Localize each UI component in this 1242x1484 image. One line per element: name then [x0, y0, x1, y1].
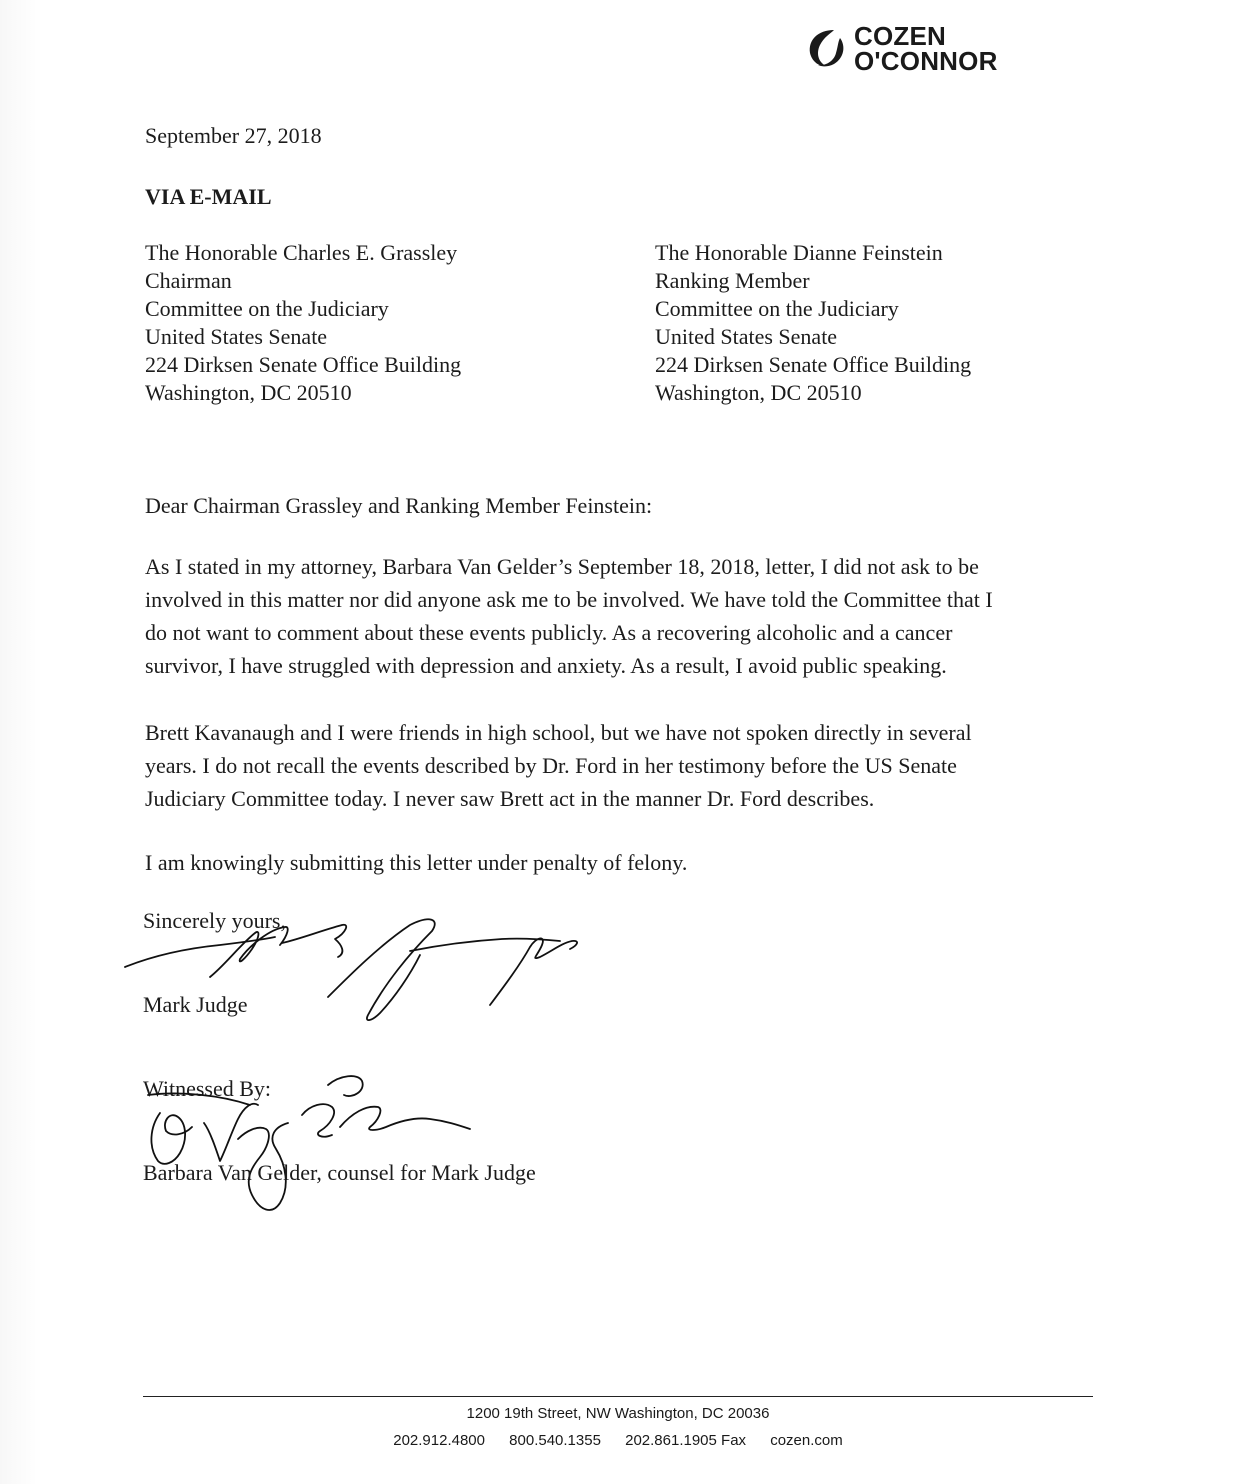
- paragraph-line: years. I do not recall the events described by Dr. Ford in her testimony before the US Senate: [145, 753, 957, 778]
- recipient-line: United States Senate: [145, 324, 328, 349]
- recipient-line: 224 Dirksen Senate Office Building: [145, 352, 462, 377]
- paragraph-line: do not want to comment about these events publicly. As a recovering alcoholic and a cancer: [145, 620, 953, 645]
- footer-toll-free: 800.540.1355: [509, 1432, 601, 1449]
- body-paragraph-2: [145, 716, 972, 815]
- counsel-line: Barbara Van Gelder, counsel for Mark Judge: [143, 1160, 536, 1185]
- footer-website[interactable]: cozen.com: [770, 1432, 843, 1449]
- recipient-block-feinstein: [655, 239, 971, 407]
- paragraph-line: Brett Kavanaugh and I were friends in high school, but we have not spoken directly in several: [145, 720, 972, 745]
- closing: Sincerely yours,: [143, 908, 286, 933]
- footer-phone: 202.912.4800: [393, 1432, 485, 1449]
- recipient-line: Ranking Member: [655, 268, 810, 293]
- cozen-swoosh-icon: [804, 26, 848, 70]
- witness-label: Witnessed By:: [143, 1076, 272, 1101]
- footer-address: 1200 19th Street, NW Washington, DC 20036: [466, 1405, 770, 1422]
- recipient-line: Washington, DC 20510: [655, 380, 862, 405]
- recipient-line: Chairman: [145, 268, 232, 293]
- body-paragraph-1: [145, 550, 993, 682]
- footer-fax: 202.861.1905 Fax: [625, 1432, 747, 1449]
- recipient-line: Committee on the Judiciary: [145, 296, 389, 321]
- recipient-line: United States Senate: [655, 324, 838, 349]
- letter-date: September 27, 2018: [145, 123, 322, 148]
- salutation: Dear Chairman Grassley and Ranking Member Feinstein:: [145, 493, 653, 518]
- company-logo: [804, 22, 1024, 82]
- footer-contacts: [143, 1432, 1093, 1449]
- paragraph-line: Judiciary Committee today. I never saw Brett act in the manner Dr. Ford describes.: [145, 786, 875, 811]
- signer-name: Mark Judge: [143, 992, 248, 1017]
- recipient-line: Washington, DC 20510: [145, 380, 352, 405]
- paragraph-line: survivor, I have struggled with depression and anxiety. As a result, I avoid public speaking.: [145, 653, 947, 678]
- recipient-block-grassley: [145, 239, 461, 407]
- logo-line-2: O'CONNOR: [854, 46, 998, 76]
- recipient-line: Committee on the Judiciary: [655, 296, 899, 321]
- delivery-method: VIA E-MAIL: [145, 184, 272, 209]
- body-paragraph-3: I am knowingly submitting this letter under penalty of felony.: [145, 850, 688, 875]
- recipient-line: The Honorable Charles E. Grassley: [145, 240, 458, 265]
- recipient-line: 224 Dirksen Senate Office Building: [655, 352, 972, 377]
- scan-edge-shadow: [0, 0, 38, 1484]
- recipient-line: The Honorable Dianne Feinstein: [655, 240, 943, 265]
- footer-divider: [143, 1396, 1093, 1397]
- logo-line-1: COZEN: [854, 21, 946, 51]
- logo-wordmark: [854, 21, 998, 76]
- paragraph-line: involved in this matter nor did anyone ask me to be involved. We have told the Committee that I: [145, 587, 993, 612]
- paragraph-line: As I stated in my attorney, Barbara Van Gelder’s September 18, 2018, letter, I did not ask to be: [145, 554, 979, 579]
